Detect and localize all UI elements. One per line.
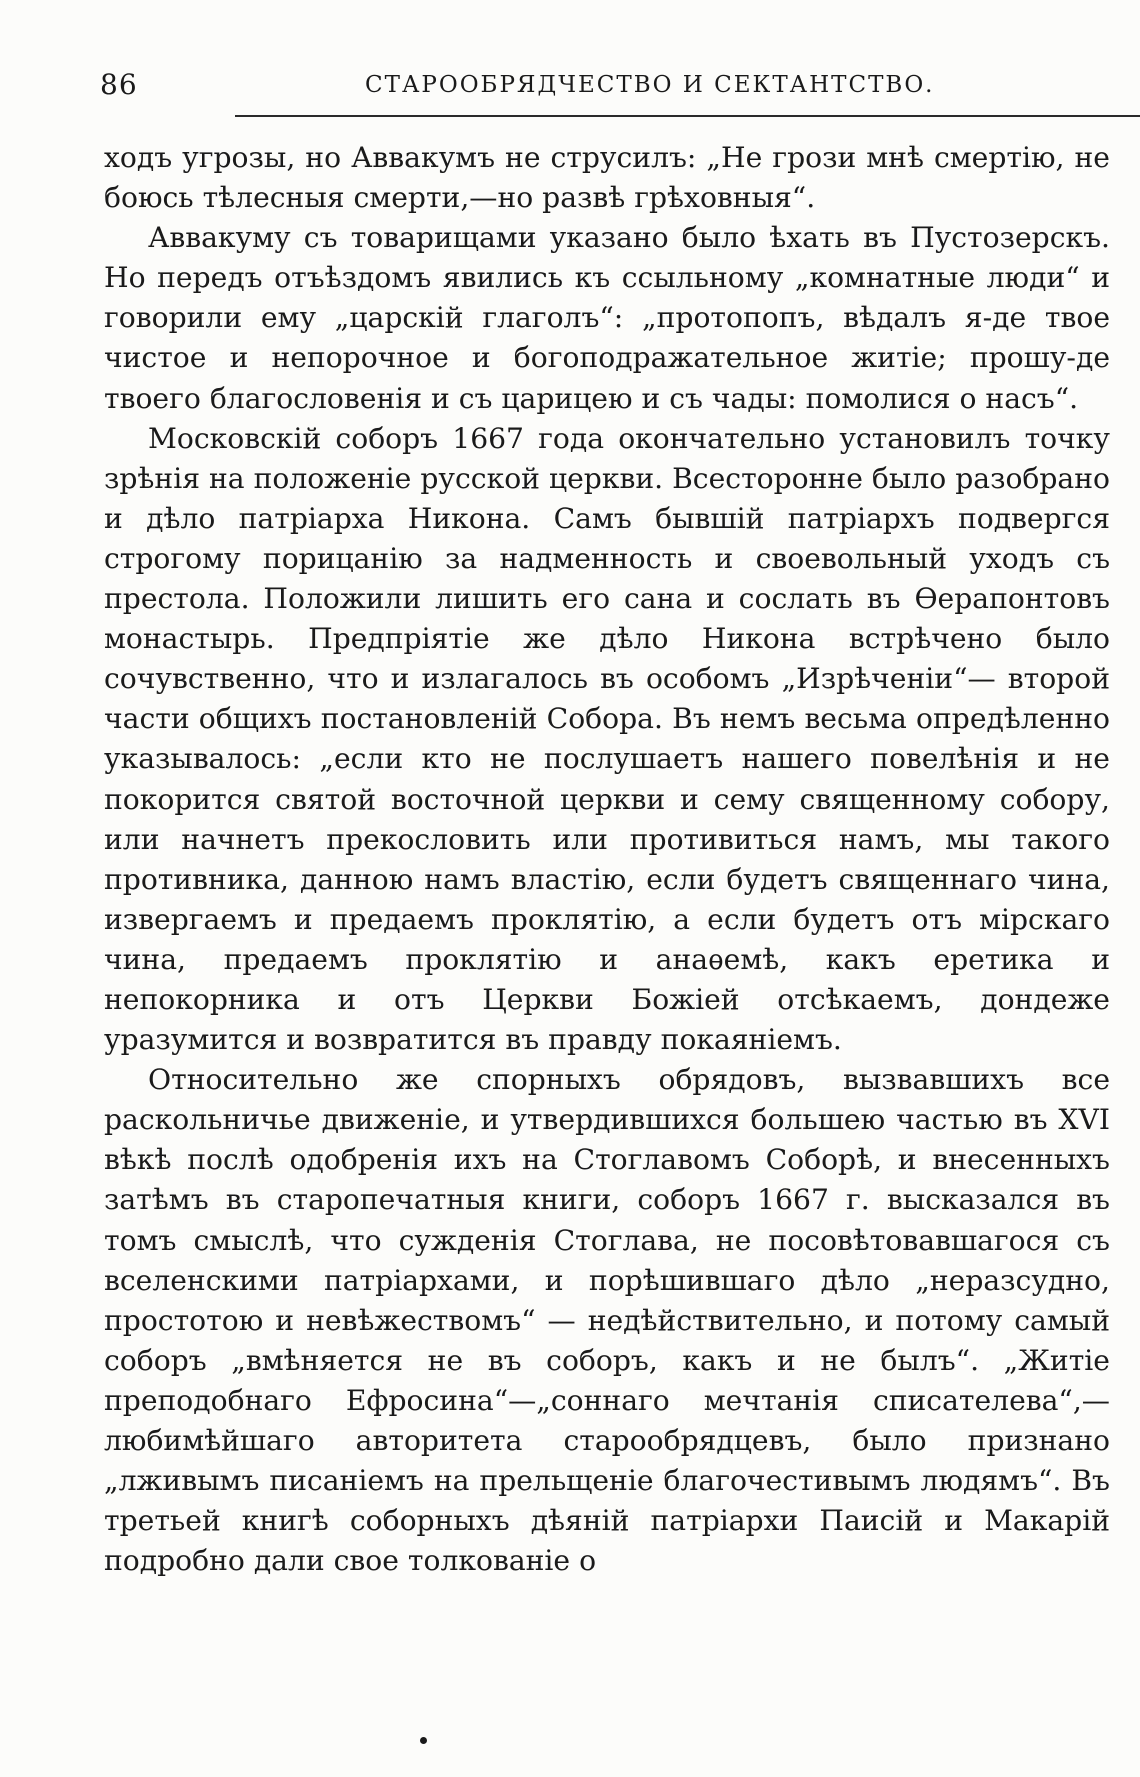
page-header: [100, 68, 1110, 112]
running-title: СТАРООБРЯДЧЕСТВО И СЕКТАНТСТВО.: [365, 72, 935, 98]
paragraph-disputed-rites: Относительно же спорныхъ обрядовъ, вызвавшихъ все раскольничье движеніе, и утвердившихся большею частью въ XVI вѣкѣ послѣ одобренія ихъ на Стоглавомъ Соборѣ, и внесенныхъ затѣмъ въ старопечатныя книги, соборъ 1667 г. высказался въ томъ смыслѣ, что сужденія Стоглава, не посовѣтовавшагося съ вселенскими патріархами, и порѣшившаго дѣло „неразсудно, простотою и невѣжествомъ“ — недѣйствительно, и потому самый соборъ „вмѣняется не въ соборъ, какъ и не былъ“. „Житіе преподобнаго Ефросина“—„соннаго мечтанія списателева“,—любимѣйшаго авторитета старообрядцевъ, было признано „лживымъ писаніемъ на прельщеніе благочестивымъ людямъ“. Въ третьей книгѣ соборныхъ дѣяній патріархи Паисій и Макарій подробно дали свое толкованіе о: [104, 1063, 1110, 1578]
body-text: [104, 138, 1110, 1581]
paragraph-avvakum-exile: Аввакуму съ товарищами указано было ѣхать въ Пустозерскъ. Но передъ отъѣздомъ явились къ ссыльному „комнатные люди“ и говорили ему „царскій глаголъ“: „протопопъ, вѣдалъ я-де твое чистое и непорочное и богоподражательное житіе; прошу-де твоего благословенія и съ царицею и съ чады: помолися о насъ“.: [104, 221, 1110, 415]
page-number: 86: [100, 68, 138, 101]
paragraph-continued: ходъ угрозы, но Аввакумъ не струсилъ: „Не грози мнѣ смертію, не боюсь тѣлесныя смерти,—но развѣ грѣховныя“.: [104, 141, 1110, 215]
footer-dot: [420, 1737, 427, 1744]
paragraph-council-1667: Московскій соборъ 1667 года окончательно установилъ точку зрѣнія на положеніе русской церкви. Всесторонне было разобрано и дѣло патріарха Никона. Самъ бывшій патріархъ подвергся строгому порицанію за надменность и своевольный уходъ съ престола. Положили лишить его сана и сослать въ Ѳерапонтовъ монастырь. Предпріятіе же дѣло Никона встрѣчено было сочувственно, что и излагалось въ особомъ „Изрѣченіи“— второй части общихъ постановленій Собора. Въ немъ весьма опредѣленно указывалось: „если кто не послушаетъ нашего повелѣнія и не покорится святой восточной церкви и сему священному собору, или начнетъ прекословить или противиться намъ, мы такого противника, данною намъ властію, если будетъ священнаго чина, извергаемъ и предаемъ проклятію, а если будетъ отъ мірскаго чина, предаемъ проклятію и анаѳемѣ, какъ еретика и непокорника и отъ Церкви Божіей отсѣкаемъ, дондеже уразумится и возвратится въ правду покаяніемъ.: [104, 421, 1110, 1057]
header-divider: [235, 115, 1140, 117]
